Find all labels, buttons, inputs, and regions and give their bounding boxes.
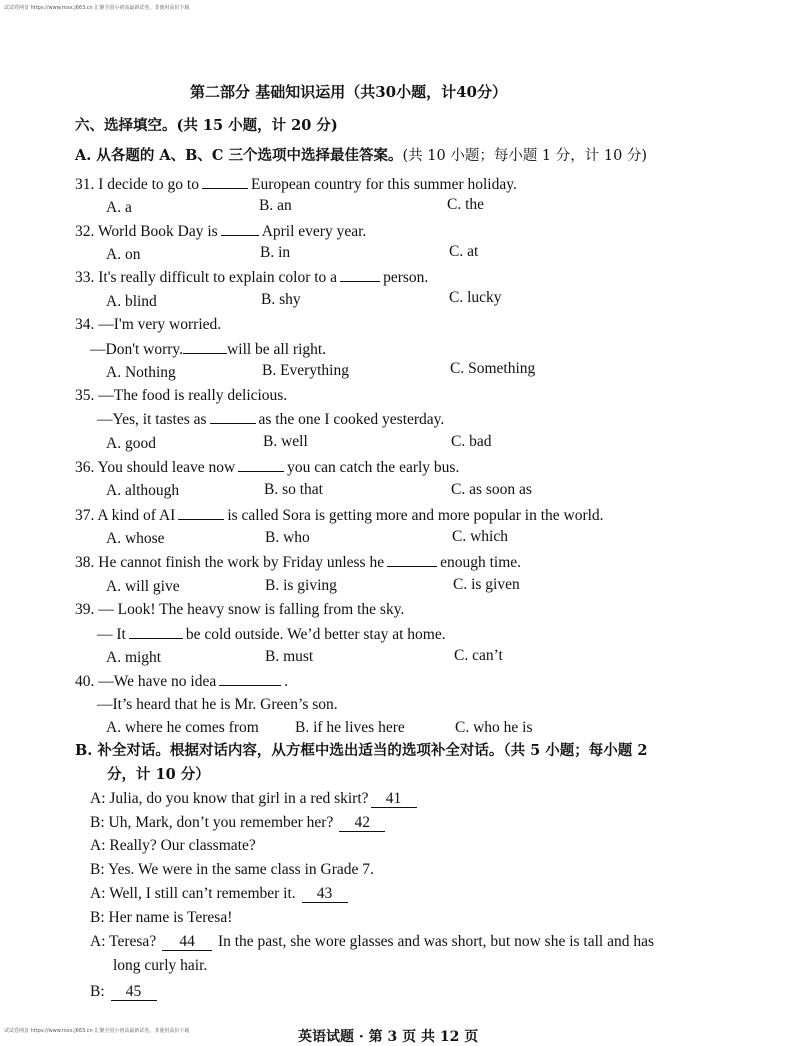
answer-blank [340,267,380,282]
question-stem: 32. World Book Day is [75,223,218,240]
question-stem: — It [97,626,126,643]
option-c: C. bad [451,433,492,450]
dialogue-line-9 [90,982,159,1002]
option-c: C. the [447,196,485,213]
question-39: 39. — Look! The heavy snow is falling from the sky. [75,601,405,618]
dialogue-text: A: Teresa? [90,933,157,950]
option-b: B. in [260,244,291,261]
question-stem: 40. —We have no idea [75,673,217,690]
question-33 [75,267,428,288]
option-c: C. who he is [455,719,533,736]
question-stem: 33. It's really difficult to explain color to a [75,269,338,286]
dialogue-text: A: Julia, do you know that girl in a red skirt? [90,790,369,807]
option-b: B. is giving [265,577,337,594]
option-a: A. Nothing [106,364,176,381]
question-stem: 37. A kind of AI [75,507,176,524]
question-stem: —Don't worry. [90,341,184,358]
option-b: B. shy [261,291,301,308]
question-34-reply [90,339,326,360]
question-stem: 36. You should leave now [75,459,236,476]
question-stem-end: as the one I cooked yesterday. [258,411,445,428]
option-a: A. will give [106,578,180,595]
dialogue-line-5 [90,884,350,904]
option-a: A. a [106,199,132,216]
dialogue-blank-45: 45 [111,984,157,1001]
option-b: B. who [265,529,310,546]
answer-blank [219,671,281,686]
dialogue-text: A: Well, I still can’t remember it. [90,885,296,902]
question-stem-end: be cold outside. We’d better stay at home. [185,626,446,643]
page-footer: 英语试题 · 第 3 页 共 12 页 [298,1029,479,1045]
section-a-heading [75,146,647,166]
option-c: C. is given [453,576,520,593]
question-stem-end: enough time. [440,554,522,571]
section-b-heading-cont: 分，计 10 分） [107,766,210,783]
option-c: C. which [452,528,508,545]
option-c: C. Something [450,360,536,377]
question-stem-end: European country for this summer holiday. [250,176,517,193]
option-b: B. if he lives here [295,719,405,736]
dialogue-text-after: In the past, she wore glasses and was short, but now she is tall and has [217,933,655,950]
section-a-bold: A. 从各题的 A、B、C 三个选项中选择最佳答案。 [75,147,403,164]
question-35: 35. —The food is really delicious. [75,387,288,404]
dialogue-line-3: A: Really? Our classmate? [90,837,256,854]
dialogue-blank-43: 43 [302,886,348,903]
dialogue-blank-41: 41 [371,791,417,808]
question-34: 34. —I'm very worried. [75,316,222,333]
watermark-bottom: 试试卷网首 https://www.mxx.j663.cn 汇聚全国小初高最新试卷，非使用高价下载 [4,1028,190,1034]
question-stem-end: person. [383,269,429,286]
question-stem: —Yes, it tastes as [97,411,207,428]
option-b: B. must [265,648,314,665]
question-40-reply: —It’s heard that he is Mr. Green’s son. [97,696,338,713]
answer-blank [202,174,248,189]
question-stem-end: April every year. [261,223,367,240]
section-a-rest: (共 10 小题；每小题 1 分，计 10 分) [402,148,648,164]
watermark-top: 试试卷网首 https://www.mxx.j663.cn 汇聚全国小初高最新试卷，非使用高价下载 [4,5,190,11]
dialogue-line-1 [90,789,419,809]
question-stem-end: you can catch the early bus. [287,459,460,476]
option-a: A. whose [106,530,165,547]
dialogue-line-4: B: Yes. We were in the same class in Grade 7. [90,861,374,878]
answer-blank [129,624,183,639]
option-c: C. can’t [454,647,503,664]
dialogue-line-8: long curly hair. [113,957,208,974]
question-stem: 38. He cannot finish the work by Friday unless he [75,554,385,571]
option-c: C. lucky [449,289,502,306]
section-b-heading: B. 补全对话。根据对话内容，从方框中选出适当的选项补全对话。（共 5 小题；每小题 2 [75,742,648,759]
dialogue-line-2 [90,813,387,833]
option-a: A. good [106,435,156,452]
question-39-reply [97,624,446,645]
dialogue-text: B: [90,983,105,1000]
option-c: C. as soon as [451,481,532,498]
answer-blank [210,409,256,424]
option-b: B. an [259,197,292,214]
question-31 [75,174,517,195]
question-32 [75,221,366,242]
option-b: B. so that [264,481,323,498]
option-b: B. Everything [262,362,349,379]
question-36 [75,457,459,478]
option-a: A. might [106,649,162,666]
question-stem-end: is called Sora is getting more and more popular in the world. [227,507,604,524]
question-35-reply [97,409,444,430]
option-a: A. where he comes from [106,719,259,736]
option-a: A. on [106,246,141,263]
answer-blank [387,552,437,567]
question-40 [75,671,288,692]
answer-blank [178,505,224,520]
question-stem-end: will be all right. [227,341,327,358]
question-37 [75,505,604,526]
option-b: B. well [263,433,308,450]
dialogue-blank-44: 44 [162,934,212,951]
answer-blank [238,457,284,472]
dialogue-line-6: B: Her name is Teresa! [90,909,233,926]
dialogue-text: B: Uh, Mark, don’t you remember her? [90,814,334,831]
option-c: C. at [449,243,479,260]
question-stem: 31. I decide to go to [75,176,199,193]
question-stem-end: . [284,673,289,690]
option-a: A. although [106,482,180,499]
question-38 [75,552,521,573]
part-title: 第二部分 基础知识运用（共30小题，计40分） [190,83,507,101]
section-six-heading: 六、选择填空。(共 15 小题，计 20 分) [75,117,338,134]
answer-blank [183,339,227,354]
dialogue-line-7 [90,932,654,952]
option-a: A. blind [106,293,157,310]
answer-blank [221,221,259,236]
dialogue-blank-42: 42 [339,815,385,832]
